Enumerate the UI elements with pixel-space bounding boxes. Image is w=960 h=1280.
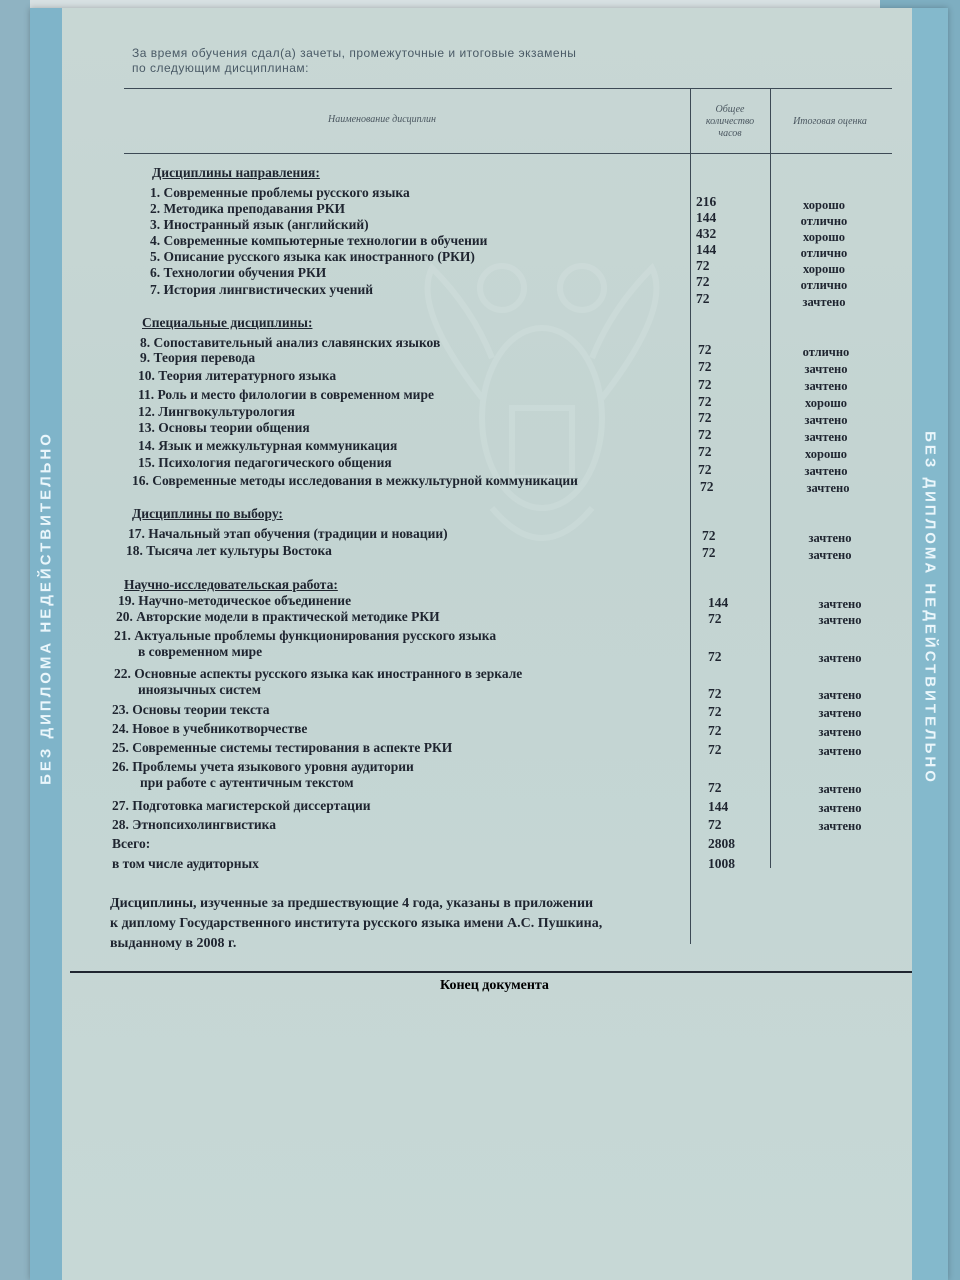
discipline-grade: зачтено [818, 782, 862, 796]
discipline-grade: зачтено [804, 464, 848, 478]
discipline-name: 7. История лингвистических учений [150, 282, 374, 297]
discipline-name: 27. Подготовка магистерской диссертации [112, 798, 371, 813]
discipline-hours: 72 [708, 686, 722, 701]
discipline-grade: зачтено [818, 819, 862, 833]
discipline-grade: отлично [800, 214, 848, 228]
hours-column-divider [690, 88, 691, 944]
discipline-hours: 72 [708, 742, 722, 757]
discipline-grade: зачтено [818, 688, 862, 702]
discipline-grade: отлично [802, 345, 850, 359]
discipline-name: 13. Основы теории общения [138, 420, 310, 435]
discipline-name: 18. Тысяча лет культуры Востока [126, 543, 332, 558]
discipline-hours: 72 [698, 427, 712, 442]
discipline-name: 20. Авторские модели в практической методике РКИ [116, 609, 440, 624]
discipline-hours: 144 [708, 799, 729, 814]
discipline-grade: зачтено [806, 481, 850, 495]
end-rule [70, 971, 930, 973]
discipline-name: 24. Новое в учебникотворчестве [112, 721, 308, 736]
discipline-name: 8. Сопоставительный анализ славянских языков [140, 335, 441, 350]
discipline-hours: 144 [708, 595, 729, 610]
auditory-hours: 1008 [708, 856, 735, 871]
discipline-name: 11. Роль и место филологии в современном мире [138, 387, 434, 402]
discipline-grade: зачтено [818, 706, 862, 720]
discipline-name: 10. Теория литературного языка [138, 368, 337, 383]
discipline-name: 1. Современные проблемы русского языка [150, 185, 410, 200]
discipline-hours: 72 [708, 611, 722, 626]
column-header-hours: Общее количество часов [705, 104, 755, 139]
discipline-hours: 72 [702, 545, 716, 560]
discipline-name: 12. Лингвокультурология [138, 404, 295, 419]
column-header-grade: Итоговая оценка [793, 116, 867, 127]
discipline-name: 5. Описание русского языка как иностранного (РКИ) [150, 249, 475, 264]
footer-note: Дисциплины, изученные за предшествующие 4 года, указаны в приложении к диплому Государственного института русского языка имени А.С. Пушкина, выданному в 2008 г. [110, 896, 603, 951]
discipline-hours: 72 [698, 410, 712, 425]
document-sheet [30, 8, 948, 1280]
discipline-hours: 144 [696, 210, 717, 225]
table-header-rule [124, 153, 892, 154]
discipline-name: 28. Этнопсихолингвистика [112, 817, 276, 832]
auditory-label: в том числе аудиторных [112, 856, 259, 871]
discipline-hours: 72 [698, 377, 712, 392]
security-band-right [912, 8, 948, 1280]
discipline-hours: 216 [696, 194, 717, 209]
intro-text: За время обучения сдал(а) зачеты, промежуточные и итоговые экзамены по следующим дисциплинам: [132, 46, 577, 75]
diploma-appendix-content [62, 8, 912, 1280]
discipline-grade: зачтено [818, 651, 862, 665]
grade-column-divider [770, 88, 771, 868]
discipline-hours: 72 [696, 291, 710, 306]
total-label: Всего: [112, 836, 151, 851]
discipline-hours: 72 [698, 359, 712, 374]
discipline-name: 22. Основные аспекты русского языка как иностранного в зеркале иноязычных систем [114, 666, 523, 697]
discipline-name: 4. Современные компьютерные технологии в обучении [150, 233, 488, 248]
discipline-hours: 72 [698, 342, 712, 357]
discipline-name: 26. Проблемы учета языкового уровня аудитории при работе с аутентичным текстом [112, 759, 414, 790]
discipline-name: 19. Научно-методическое объединение [118, 593, 352, 608]
discipline-name: 14. Язык и межкультурная коммуникация [138, 438, 398, 453]
discipline-hours: 432 [696, 226, 717, 241]
band-text-left: БЕЗ ДИПЛОМА НЕДЕЙСТВИТЕЛЬНО [37, 431, 55, 785]
security-band-left [30, 8, 62, 1280]
discipline-grade: отлично [800, 278, 848, 292]
discipline-grade: хорошо [804, 447, 848, 461]
discipline-hours: 72 [708, 704, 722, 719]
discipline-grade: хорошо [804, 396, 848, 410]
discipline-grade: зачтено [818, 801, 862, 815]
discipline-hours: 72 [708, 723, 722, 738]
discipline-name: 6. Технологии обучения РКИ [150, 265, 327, 280]
discipline-grade: хорошо [802, 230, 846, 244]
discipline-name: 21. Актуальные проблемы функционирования русского языка в современном мире [114, 628, 497, 659]
end-of-document: Конец документа [440, 978, 549, 993]
discipline-hours: 72 [700, 479, 714, 494]
discipline-hours: 72 [698, 462, 712, 477]
background-left [0, 0, 30, 1280]
table-top-rule [124, 88, 892, 89]
discipline-name: 15. Психология педагогического общения [138, 455, 392, 470]
document-paper [62, 8, 912, 1280]
discipline-grade: зачтено [804, 413, 848, 427]
discipline-grade: зачтено [804, 430, 848, 444]
discipline-grade: зачтено [808, 548, 852, 562]
discipline-hours: 72 [696, 258, 710, 273]
discipline-name: 9. Теория перевода [140, 350, 256, 365]
discipline-grade: зачтено [802, 295, 846, 309]
section-title: Научно-исследовательская работа: [124, 577, 338, 592]
discipline-name: 3. Иностранный язык (английский) [150, 217, 369, 232]
discipline-grade: зачтено [804, 362, 848, 376]
discipline-grade: хорошо [802, 262, 846, 276]
discipline-grade: хорошо [802, 198, 846, 212]
discipline-grade: отлично [800, 246, 848, 260]
discipline-hours: 72 [708, 649, 722, 664]
discipline-name: 16. Современные методы исследования в межкультурной коммуникации [132, 473, 578, 488]
discipline-hours: 72 [708, 780, 722, 795]
discipline-hours: 72 [702, 528, 716, 543]
section-title: Дисциплины направления: [152, 165, 320, 180]
column-header-name: Наименование дисциплин [328, 114, 436, 125]
discipline-name: 17. Начальный этап обучения (традиции и новации) [128, 526, 448, 541]
total-hours: 2808 [708, 836, 735, 851]
discipline-hours: 72 [698, 444, 712, 459]
discipline-hours: 144 [696, 242, 717, 257]
band-text-right: БЕЗ ДИПЛОМА НЕДЕЙСТВИТЕЛЬНО [921, 431, 939, 785]
discipline-hours: 72 [698, 394, 712, 409]
discipline-grade: зачтено [818, 744, 862, 758]
discipline-hours: 72 [696, 274, 710, 289]
discipline-name: 25. Современные системы тестирования в аспекте РКИ [112, 740, 453, 755]
section-title: Дисциплины по выбору: [132, 506, 283, 521]
discipline-name: 2. Методика преподавания РКИ [150, 201, 345, 216]
discipline-grade: зачтено [818, 725, 862, 739]
section-title: Специальные дисциплины: [142, 315, 313, 330]
discipline-grade: зачтено [808, 531, 852, 545]
discipline-name: 23. Основы теории текста [112, 702, 270, 717]
discipline-grade: зачтено [818, 597, 862, 611]
discipline-grade: зачтено [818, 613, 862, 627]
discipline-grade: зачтено [804, 379, 848, 393]
discipline-hours: 72 [708, 817, 722, 832]
